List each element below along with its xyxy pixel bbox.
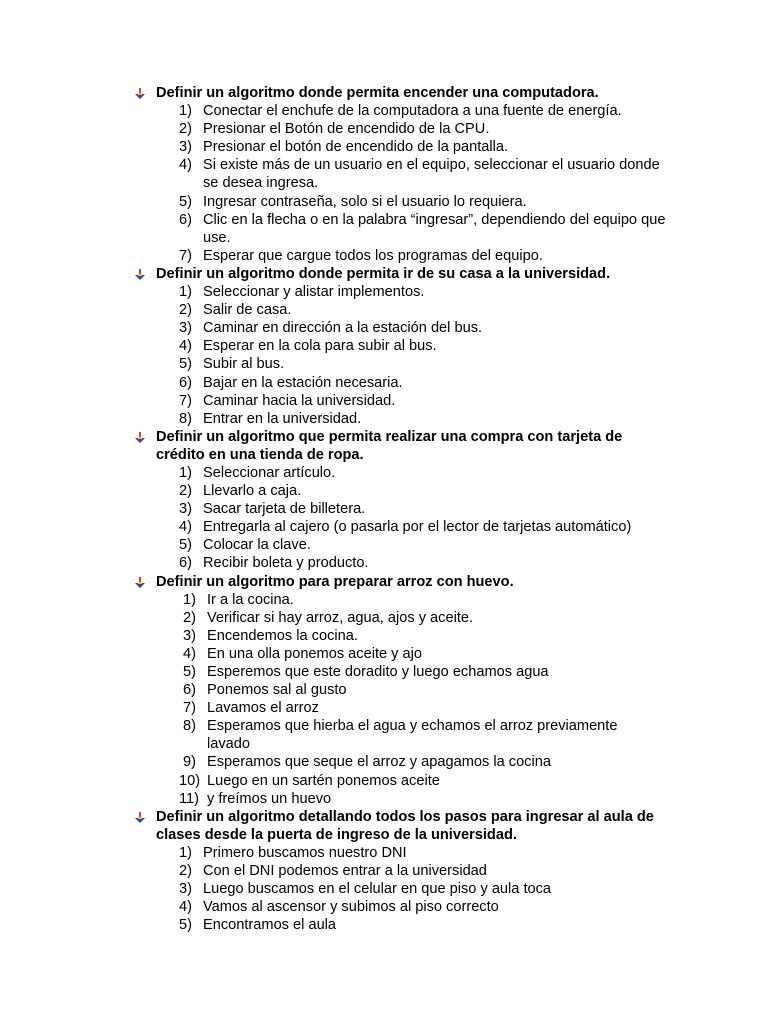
section-title [156, 808, 656, 844]
step-number: 10) [179, 772, 201, 789]
step-text: Vamos al ascensor y subimos al piso correcto [203, 899, 499, 916]
list-item [183, 591, 657, 609]
step-number: 8) [183, 718, 196, 735]
step-number: 7) [183, 700, 196, 717]
step-number: 3) [183, 627, 196, 644]
list-item [179, 844, 673, 862]
step-number: 4) [179, 157, 192, 174]
list-item [183, 645, 657, 663]
step-number: 2) [179, 483, 192, 500]
section-title-text: Definir un algoritmo donde permita encender una computadora. [156, 85, 599, 101]
list-item [179, 355, 673, 373]
step-number: 5) [179, 537, 192, 554]
step-text: Presionar el Botón de encendido de la CPU. [203, 121, 490, 138]
step-number: 5) [179, 356, 192, 373]
step-number: 4) [183, 645, 196, 662]
step-list [0, 591, 768, 808]
list-item [179, 898, 673, 916]
list-item [183, 681, 657, 699]
step-text: Si existe más de un usuario en el equipo, seleccionar el usuario donde se desea ingresa. [203, 157, 660, 192]
step-text: Salir de casa. [203, 302, 292, 319]
list-item [179, 102, 673, 120]
document-page [0, 84, 768, 934]
list-item [179, 500, 673, 518]
step-text: Sacar tarjeta de billetera. [203, 501, 366, 518]
list-item [179, 283, 673, 301]
step-text: Seleccionar y alistar implementos. [203, 284, 425, 301]
step-text: Encontramos el aula [203, 917, 337, 934]
list-item [179, 319, 673, 337]
step-text: Esperamos que hierba el agua y echamos el arroz previamente lavado [207, 718, 618, 753]
step-text: Luego buscamos en el celular en que piso y aula toca [203, 881, 552, 898]
step-number: 1) [179, 464, 192, 481]
list-item [183, 663, 657, 681]
list-item [179, 392, 673, 410]
step-number: 3) [179, 881, 192, 898]
arrow-bullet-icon [134, 269, 146, 281]
step-text: Entregarla al cajero (o pasarla por el lector de tarjetas automático) [203, 519, 632, 536]
step-number: 4) [179, 899, 192, 916]
step-number: 6) [183, 682, 196, 699]
step-number: 7) [179, 392, 192, 409]
step-text: Recibir boleta y producto. [203, 555, 369, 572]
step-list [0, 464, 768, 573]
step-text: Entrar en la universidad. [203, 410, 362, 427]
step-number: 1) [183, 591, 196, 608]
step-text: Primero buscamos nuestro DNI [203, 844, 407, 861]
list-item [179, 301, 673, 319]
step-text: Llevarlo a caja. [203, 483, 302, 500]
step-number: 5) [183, 664, 196, 680]
step-text: Seleccionar artículo. [203, 464, 336, 481]
list-item [179, 536, 673, 554]
list-item [179, 156, 673, 192]
step-text: y freímos un huevo [207, 790, 332, 807]
arrow-bullet-icon [134, 432, 146, 444]
section-title [156, 84, 656, 102]
step-text: Ponemos sal al gusto [207, 682, 347, 699]
step-text: En una olla ponemos aceite y ajo [207, 645, 422, 662]
step-text: Bajar en la estación necesaria. [203, 374, 403, 391]
list-item [179, 374, 673, 392]
step-number: 2) [183, 609, 196, 626]
arrow-bullet-icon [134, 88, 146, 100]
step-text: Presionar el botón de encendido de la pantalla. [203, 139, 509, 156]
step-number: 8) [179, 410, 192, 427]
list-item [183, 609, 657, 627]
step-number: 4) [179, 519, 192, 536]
section-title-text: Definir un algoritmo que permita realizar una compra con tarjeta de crédito en una tienda de ropa. [156, 428, 623, 463]
step-text: Luego en un sartén ponemos aceite [207, 772, 440, 789]
step-number: 11) [179, 790, 200, 807]
list-item [183, 717, 657, 753]
step-list [0, 102, 768, 265]
arrow-bullet-icon [134, 577, 146, 589]
list-item [179, 482, 673, 500]
list-item [179, 337, 673, 355]
step-number: 6) [179, 555, 192, 572]
step-text: Con el DNI podemos entrar a la universidad [203, 863, 487, 880]
step-text: Caminar hacia la universidad. [203, 392, 396, 409]
step-number: 3) [179, 139, 192, 156]
step-number: 5) [179, 193, 192, 210]
step-text: Esperar en la cola para subir al bus. [203, 338, 437, 355]
step-text: Ingresar contraseña, solo si el usuario lo requiera. [203, 193, 527, 210]
step-text: Ir a la cocina. [207, 591, 294, 608]
list-item [179, 518, 673, 536]
list-item [179, 554, 673, 572]
step-number: 1) [179, 844, 192, 861]
list-item [183, 627, 657, 645]
list-item [183, 699, 657, 717]
arrow-bullet-icon [134, 812, 146, 824]
step-number: 6) [179, 374, 192, 391]
step-number: 3) [179, 320, 192, 337]
list-item [179, 211, 673, 247]
list-item [179, 790, 657, 808]
list-item [179, 464, 673, 482]
list-item [183, 753, 657, 771]
step-text: Esperar que cargue todos los programas del equipo. [203, 247, 543, 264]
list-item [179, 193, 673, 211]
step-text: Clic en la flecha o en la palabra “ingresar”, dependiendo del equipo que use. [203, 211, 666, 246]
list-item [179, 862, 673, 880]
step-list [0, 283, 768, 428]
step-number: 4) [179, 338, 192, 355]
step-text: Encendemos la cocina. [207, 627, 358, 644]
section-title [156, 573, 656, 591]
step-number: 6) [179, 211, 192, 228]
step-number: 3) [179, 501, 192, 518]
step-number: 1) [179, 284, 192, 301]
step-list [0, 844, 768, 934]
list-item [179, 138, 673, 156]
list-item [179, 880, 673, 898]
list-item [179, 772, 657, 790]
step-text: Conectar el enchufe de la computadora a una fuente de energía. [203, 103, 622, 120]
step-text: Esperemos que este doradito y luego echamos agua [207, 664, 549, 680]
step-number: 5) [179, 917, 192, 934]
step-number: 9) [183, 754, 196, 771]
section-title-text: Definir un algoritmo detallando todos los pasos para ingresar al aula de clases desde la puerta de ingreso de la universidad. [156, 808, 654, 843]
step-text: Colocar la clave. [203, 537, 311, 554]
section-title [156, 265, 656, 283]
list-item [179, 410, 673, 428]
step-text: Esperamos que seque el arroz y apagamos la cocina [207, 754, 551, 771]
step-number: 7) [179, 247, 192, 264]
list-item [179, 120, 673, 138]
list-item [179, 247, 673, 265]
list-item [179, 916, 673, 934]
step-number: 2) [179, 302, 192, 319]
step-number: 2) [179, 863, 192, 880]
step-number: 2) [179, 121, 192, 138]
section-title [156, 428, 656, 464]
step-text: Lavamos el arroz [207, 700, 319, 717]
step-text: Subir al bus. [203, 356, 285, 373]
section-title-text: Definir un algoritmo para preparar arroz con huevo. [156, 573, 514, 590]
step-text: Verificar si hay arroz, agua, ajos y aceite. [207, 609, 474, 626]
step-text: Caminar en dirección a la estación del bus. [203, 320, 483, 337]
step-number: 1) [179, 103, 192, 120]
section-title-text: Definir un algoritmo donde permita ir de su casa a la universidad. [156, 265, 611, 282]
